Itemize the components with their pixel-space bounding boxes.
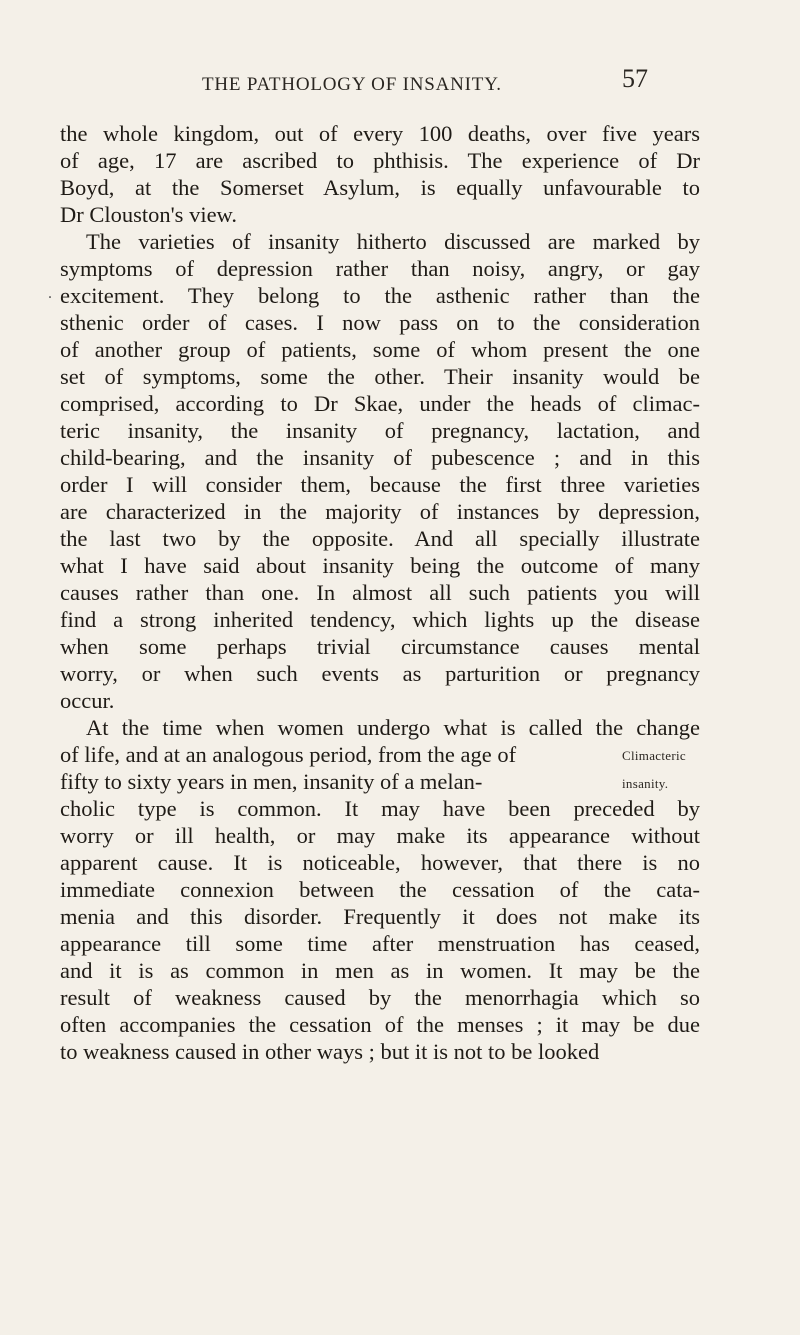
text-line: immediate connexion between the cessation of the cata- — [60, 877, 700, 902]
text-line: when some perhaps trivial circumstance causes mental — [60, 634, 700, 659]
text-line: of age, 17 are ascribed to phthisis. The experience of Dr — [60, 148, 700, 173]
text-line: teric insanity, the insanity of pregnancy, lactation, and — [60, 418, 700, 443]
text-line: causes rather than one. In almost all such patients you will — [60, 580, 700, 605]
text-line: menia and this disorder. Frequently it does not make its — [60, 904, 700, 929]
text-line: of life, and at an analogous period, from the age of — [60, 742, 517, 767]
text-line: Dr Clouston's view. — [60, 202, 237, 227]
text-line: result of weakness caused by the menorrhagia which so — [60, 985, 700, 1010]
text-line: worry, or when such events as parturition or pregnancy — [60, 661, 700, 686]
text-line: to weakness caused in other ways ; but it is not to be looked — [60, 1039, 600, 1064]
text-line: cholic type is common. It may have been preceded by — [60, 796, 700, 821]
text-line: Boyd, at the Somerset Asylum, is equally unfavourable to — [60, 175, 700, 200]
running-title: THE PATHOLOGY OF INSANITY. — [202, 74, 502, 95]
margin-note-climacteric: Climacteric — [622, 748, 686, 763]
text-line: of another group of patients, some of whom present the one — [60, 337, 700, 362]
margin-note-insanity: insanity. — [622, 776, 669, 791]
text-line: child-bearing, and the insanity of pubescence ; and in this — [60, 445, 700, 470]
text-line: apparent cause. It is noticeable, however, that there is no — [60, 850, 700, 875]
text-line: are characterized in the majority of instances by depression, — [60, 499, 700, 524]
text-line: and it is as common in men as in women. It may be the — [60, 958, 700, 983]
text-line: The varieties of insanity hitherto discussed are marked by — [86, 229, 700, 254]
text-line: worry or ill health, or may make its appearance without — [60, 823, 700, 848]
body-text — [60, 120, 700, 1065]
text-line: comprised, according to Dr Skae, under the heads of climac- — [60, 391, 700, 416]
text-line: symptoms of depression rather than noisy, angry, or gay — [60, 256, 700, 281]
text-line: sthenic order of cases. I now pass on to the consideration — [60, 310, 700, 335]
text-line: the last two by the opposite. And all specially illustrate — [60, 526, 700, 551]
text-line: what I have said about insanity being the outcome of many — [60, 553, 700, 578]
text-line: appearance till some time after menstruation has ceased, — [60, 931, 700, 956]
text-line: occur. — [60, 688, 115, 713]
text-line: often accompanies the cessation of the menses ; it may be due — [60, 1012, 700, 1037]
text-line: fifty to sixty years in men, insanity of a melan- — [60, 769, 483, 794]
text-line: At the time when women undergo what is called the change — [86, 715, 700, 740]
page-number: 57 — [622, 64, 648, 93]
text-line: set of symptoms, some the other. Their insanity would be — [60, 364, 700, 389]
text-line: the whole kingdom, out of every 100 deaths, over five years — [60, 121, 700, 146]
stray-mark: . — [48, 285, 52, 302]
text-line: excitement. They belong to the asthenic rather than the — [60, 283, 700, 308]
text-line: order I will consider them, because the first three varieties — [60, 472, 700, 497]
text-line: find a strong inherited tendency, which lights up the disease — [60, 607, 700, 632]
